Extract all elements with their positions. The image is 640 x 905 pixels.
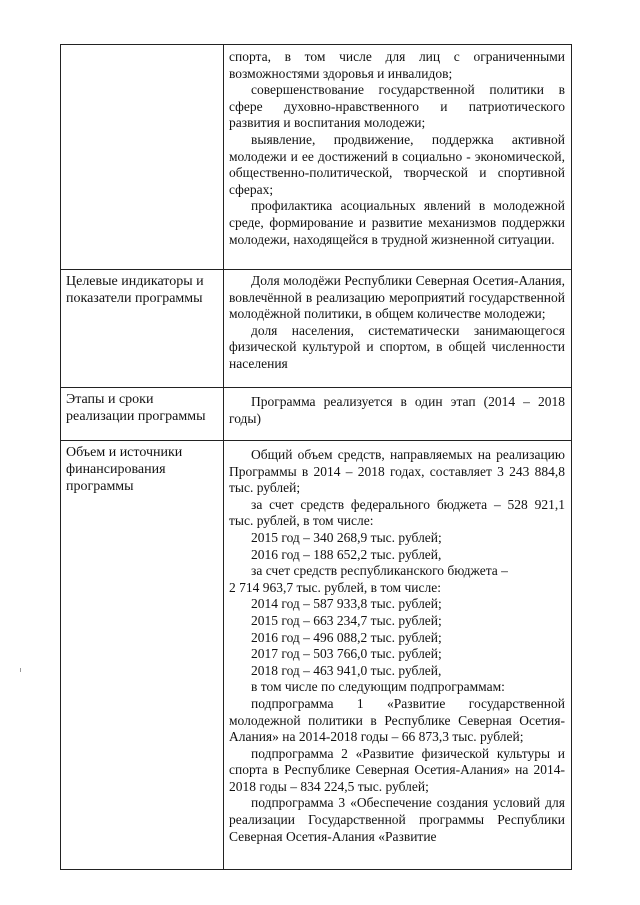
scan-mark	[20, 668, 21, 672]
paragraph: подпрограмма 3 «Обеспечение создания условий для реализации Государственной программы Республики Северная Осетия-Алания «Развитие	[229, 795, 565, 844]
paragraph: профилактика асоциальных явлений в молодежной среде, формирование и развитие механизмов поддержки молодежи, находящейся в трудной жизненной ситуации.	[229, 198, 565, 247]
row-content-stages	[224, 388, 572, 441]
row-content-indicators	[224, 270, 572, 388]
paragraph: 2018 год – 463 941,0 тыс. рублей,	[251, 662, 442, 678]
paragraph: Общий объем средств, направляемых на реализацию Программы в 2014 – 2018 годах, составляет 3 243 884,8 тыс. рублей;	[229, 447, 565, 496]
paragraph: в том числе по следующим подпрограммам:	[251, 679, 505, 695]
paragraph: 2014 год – 587 933,8 тыс. рублей;	[251, 596, 442, 612]
table-row-indicators	[61, 270, 572, 388]
paragraph: доля населения, систематически занимающегося физической культурой и спортом, в общей численности населения	[229, 322, 565, 371]
paragraph: 2015 год – 663 234,7 тыс. рублей;	[251, 612, 442, 628]
paragraph: 2016 год – 188 652,2 тыс. рублей,	[251, 546, 442, 562]
row-label-indicators: Целевые индикаторы и показатели программы	[61, 270, 224, 388]
paragraph: выявление, продвижение, поддержка активной молодежи и ее достижений в социально - экономической, общественно-политической, творческой и спортивной сферах;	[229, 131, 565, 197]
row-label-stages: Этапы и сроки реализации программы	[61, 388, 224, 441]
paragraph: 2 714 963,7 тыс. рублей, в том числе:	[229, 579, 441, 595]
paragraph: подпрограмма 2 «Развитие физической культуры и спорта в Республике Северная Осетия-Алания» на 2014-2018 годы – 834 224,5 тыс. рублей;	[229, 745, 565, 794]
paragraph: 2016 год – 496 088,2 тыс. рублей;	[251, 629, 442, 645]
paragraph: Доля молодёжи Республики Северная Осетия-Алания, вовлечённой в реализацию мероприятий государственной молодёжной политики, в общем количестве молодежи;	[229, 273, 565, 322]
row-content-goals	[224, 45, 572, 270]
program-passport-table	[60, 44, 572, 870]
paragraph: 2015 год – 340 268,9 тыс. рублей;	[251, 529, 442, 545]
paragraph: 2017 год – 503 766,0 тыс. рублей;	[251, 646, 442, 662]
table-row-stages	[61, 388, 572, 441]
paragraph: совершенствование государственной политики в сфере духовно-нравственного и патриотического развития и воспитания молодежи;	[229, 82, 565, 131]
row-label-empty	[61, 45, 224, 270]
paragraph: за счет средств республиканского бюджета –	[251, 563, 508, 579]
paragraph: Программа реализуется в один этап (2014 – 2018 годы)	[229, 394, 565, 426]
table-row-financing	[61, 441, 572, 870]
table-row-goals-continued	[61, 45, 572, 270]
paragraph: за счет средств федерального бюджета – 528 921,1 тыс. рублей, в том числе:	[229, 496, 565, 529]
row-content-financing	[224, 441, 572, 870]
row-label-financing: Объем и источники финансирования программы	[61, 441, 224, 870]
paragraph: подпрограмма 1 «Развитие государственной молодежной политики в Республике Северная Осетия-Алания» на 2014-2018 годы – 66 873,3 тыс. рублей;	[229, 695, 565, 745]
paragraph: спорта, в том числе для лиц с ограниченными возможностями здоровья и инвалидов;	[229, 49, 565, 81]
